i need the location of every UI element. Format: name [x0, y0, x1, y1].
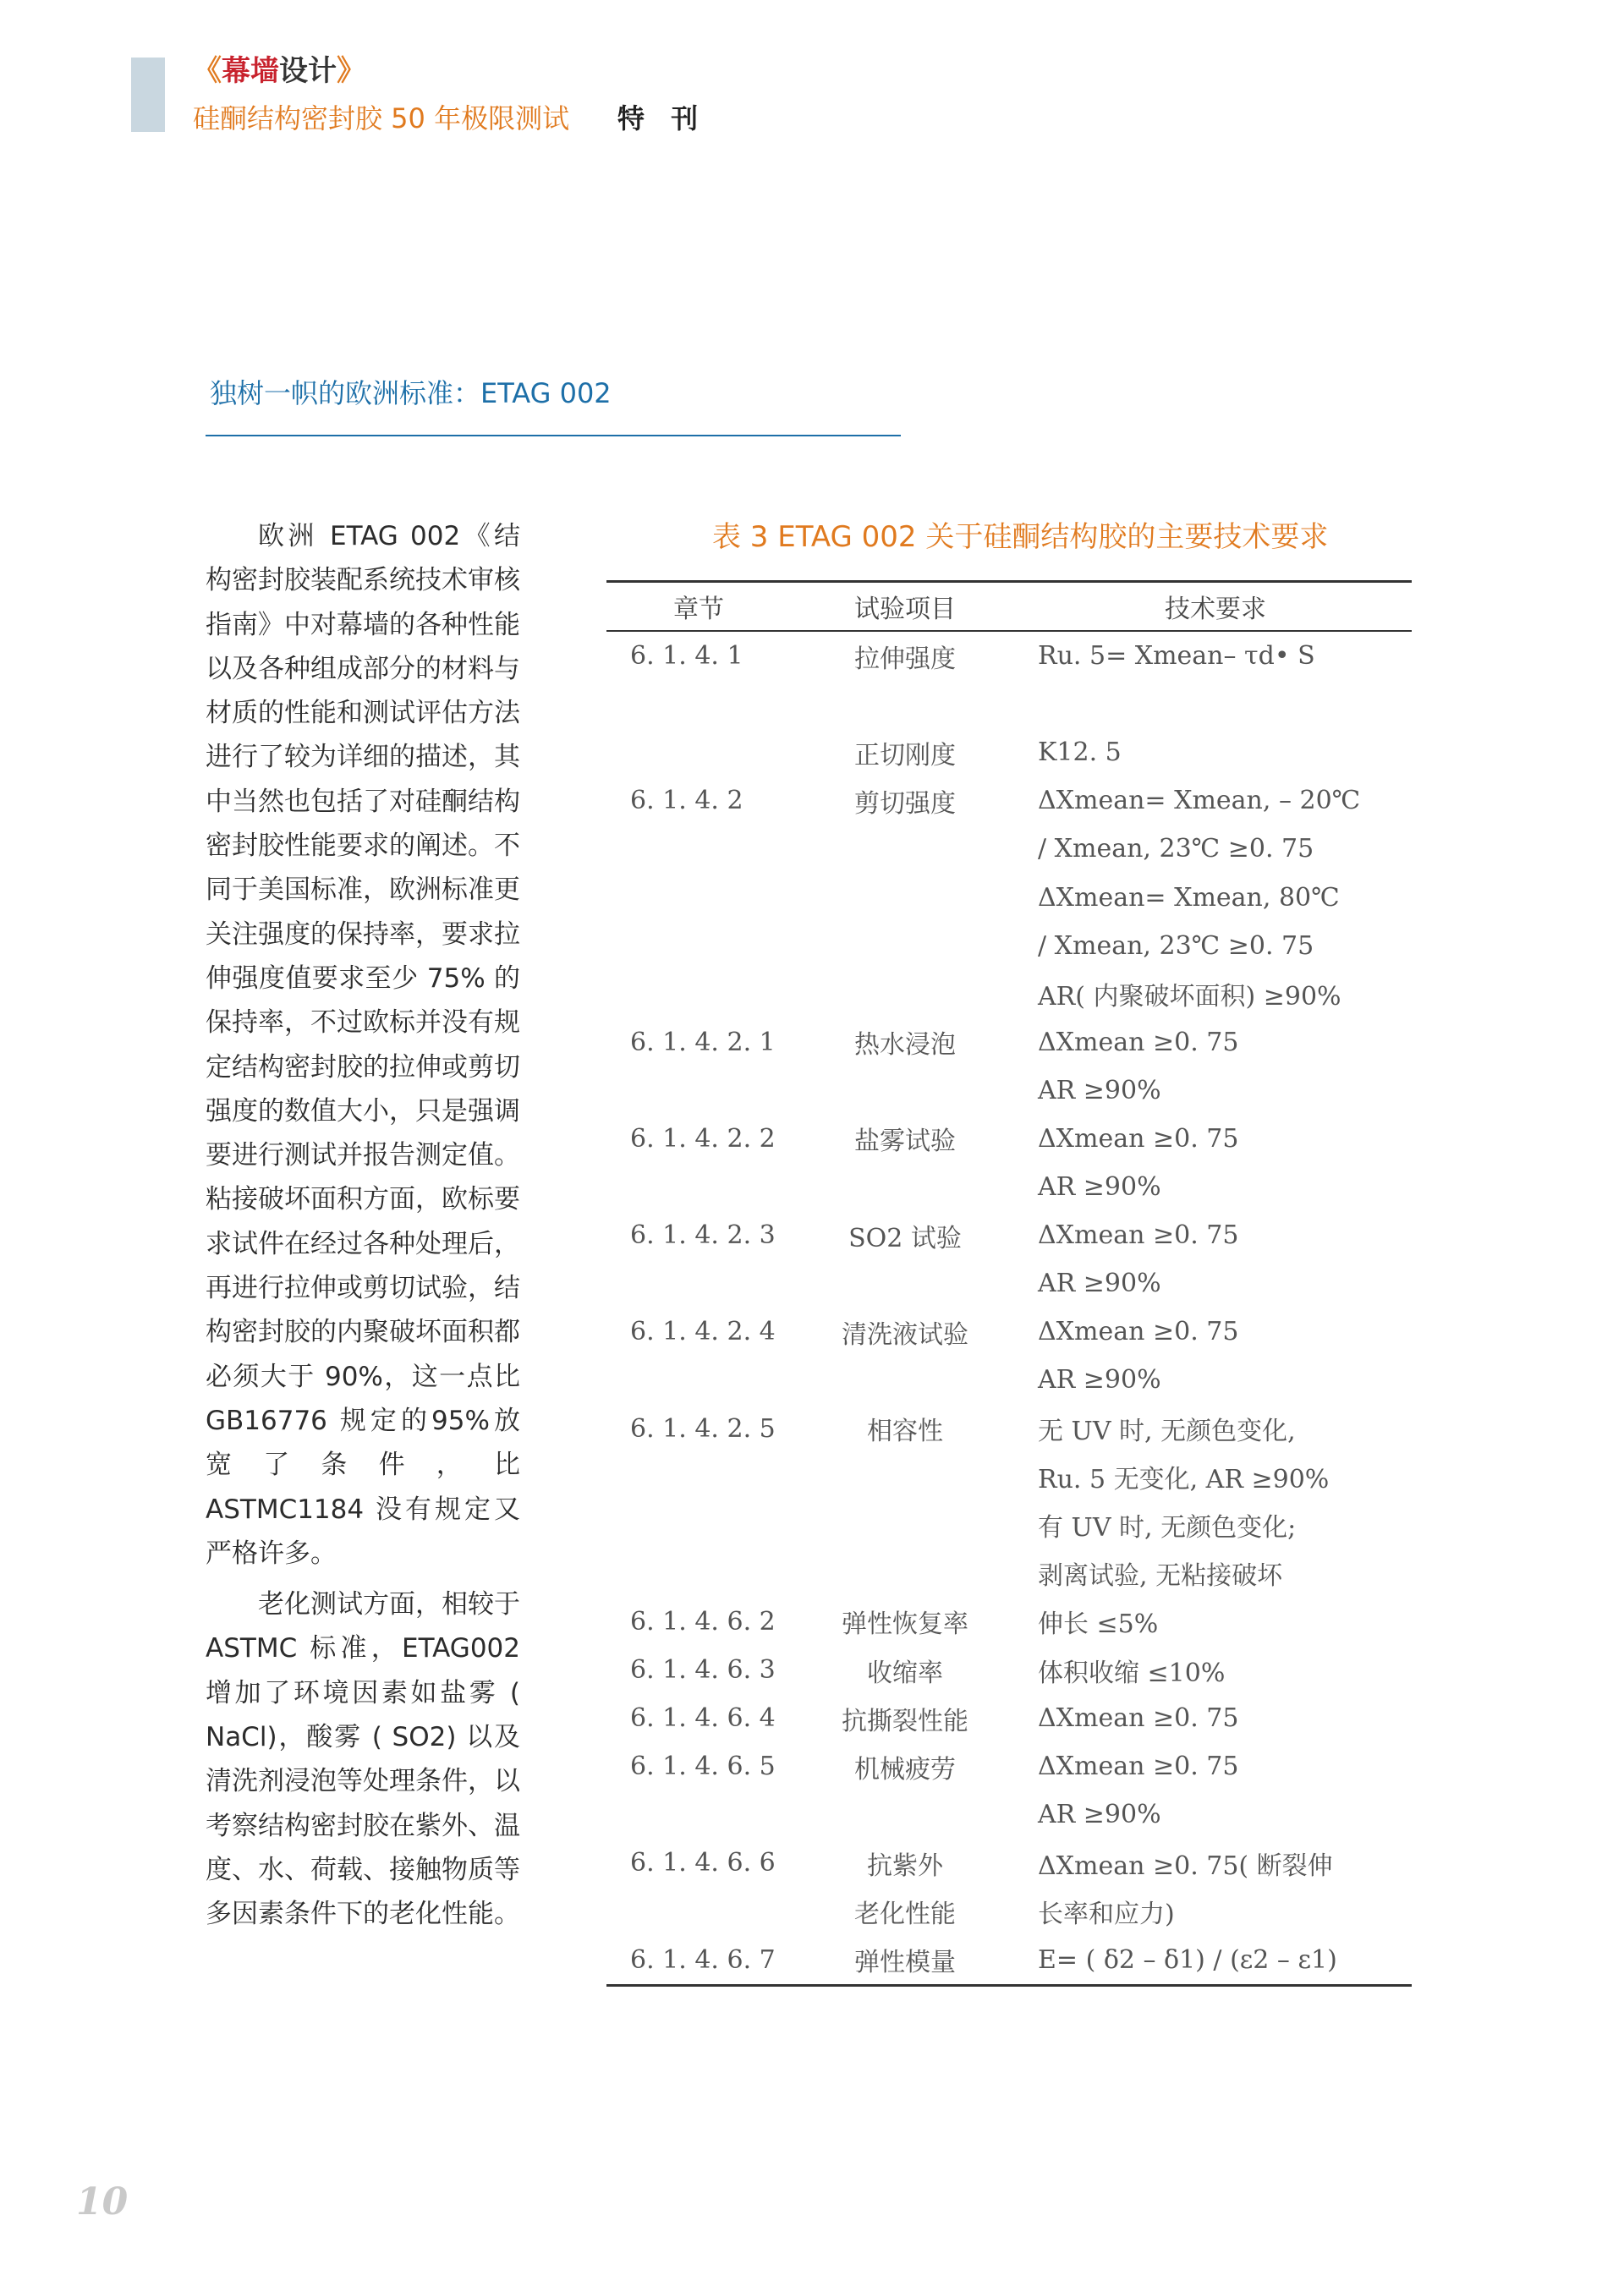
body-paragraph: 欧洲 ETAG 002《结构密封胶装配系统技术审核指南》中对幕墙的各种性能以及各种组成部分的材料与材质的性能和测试评估方法进行了较为详细的描述，其中当然也包括了对硅酮结构密封胶性能要求的阐述。不同于美国标准，欧洲标准更关注强度的保持率，要求拉伸强度值要求至少 75% 的保持率，不过欧标并没有规定结构密封胶的拉伸或剪切强度的数值大小，只是强调要进行测试并报告测定值。粘接破坏面积方面，欧标要求试件在经过各种处理后，再进行拉伸或剪切试验，结构密封胶的内聚破坏面积都必须大于 90%，这一点比 GB16776 规定的95%放宽了条件，比 ASTMC1184 没有规定又严格许多。 [206, 521, 520, 1569]
table-row [606, 1163, 1412, 1211]
requirement-cell: 剥离试验, 无粘接破坏 [1038, 1561, 1283, 1592]
table-row [606, 1259, 1412, 1308]
section-number-cell: 6. 1. 4. 6. 7 [606, 1936, 791, 1986]
requirement-cell: AR ≥90% [1038, 1800, 1161, 1830]
test-item-cell [791, 1453, 1019, 1501]
requirement-cell: ΔXmean= Xmean, 80℃ [1038, 882, 1340, 913]
issue-subtitle: 硅酮结构密封胶 50 年极限测试 [193, 102, 570, 134]
test-item-cell [791, 825, 1019, 873]
section-number-cell: 6. 1. 4. 2. 1 [630, 1027, 776, 1057]
body-text-column [206, 514, 520, 1937]
section-number-cell [606, 680, 791, 728]
section-number-cell [606, 825, 791, 873]
requirement-cell: Ru. 5= Xmean– τd• S [1038, 641, 1315, 672]
table-caption: 表 3 ETAG 002 关于硅酮结构胶的主要技术要求 [712, 520, 1329, 554]
section-number-cell: 6. 1. 4. 2 [630, 786, 743, 816]
table-row [606, 680, 1412, 728]
column-header-section: 章节 [606, 582, 791, 632]
magazine-title [193, 52, 365, 90]
test-item-cell: 机械疲劳 [854, 1754, 956, 1785]
section-number-cell [606, 1163, 791, 1211]
section-number-cell [606, 1549, 791, 1598]
section-number-cell [606, 1790, 791, 1839]
test-item-cell: 拉伸强度 [854, 644, 956, 674]
table-row [606, 1742, 1412, 1790]
test-item-cell [791, 680, 1019, 728]
section-number-cell: 6. 1. 4. 2. 2 [630, 1123, 776, 1154]
requirement-cell: 伸长 ≤5% [1038, 1609, 1159, 1640]
table-body [606, 631, 1412, 1985]
column-header-requirement: 技术要求 [1019, 582, 1412, 632]
magazine-open-quote: 《 [193, 54, 222, 88]
section-divider [206, 435, 901, 436]
requirement-cell: E= ( δ2 – δ1) / (ε2 – ε1) [1019, 1936, 1412, 1986]
table-row [606, 1308, 1412, 1356]
table-row [606, 1598, 1412, 1646]
test-item-cell: 热水浸泡 [854, 1030, 956, 1061]
requirement-cell: ΔXmean ≥0. 75 [1038, 1317, 1239, 1347]
requirement-cell: / Xmean, 23℃ ≥0. 75 [1038, 834, 1314, 864]
requirement-cell: ΔXmean ≥0. 75 [1038, 1220, 1239, 1251]
table-row [606, 1501, 1412, 1549]
section-number-cell [606, 1066, 791, 1115]
section-number-cell [606, 1501, 791, 1549]
table-row [606, 1549, 1412, 1598]
table-row [606, 1839, 1412, 1887]
test-item-cell [791, 1501, 1019, 1549]
test-item-cell: 抗紫外 [867, 1851, 943, 1881]
section-number-cell: 6. 1. 4. 2. 5 [630, 1413, 776, 1444]
body-paragraph: 老化测试方面，相较于 ASTMC 标准，ETAG002 增加了环境因素如盐雾 ( NaCl)，酸雾 ( SO2) 以及清洗剂浸泡等处理条件，以考察结构密封胶在紫外、温度、水、荷载、接触物质等多因素条件下的老化性能。 [206, 1589, 520, 1930]
section-number-cell: 6. 1. 4. 6. 3 [630, 1655, 776, 1686]
test-item-cell [791, 1790, 1019, 1839]
requirement-cell: AR ≥90% [1038, 1075, 1161, 1105]
test-item-cell [791, 1259, 1019, 1308]
test-item-cell: 老化性能 [854, 1899, 956, 1929]
requirement-cell: ΔXmean ≥0. 75 [1038, 1027, 1239, 1057]
test-item-cell: 盐雾试验 [854, 1127, 956, 1157]
section-number-cell [606, 1887, 791, 1935]
test-item-cell [791, 873, 1019, 921]
requirement-cell: AR( 内聚破坏面积) ≥90% [1038, 982, 1341, 1012]
table-row [606, 825, 1412, 873]
test-item-cell: 弹性模量 [791, 1936, 1019, 1986]
test-item-cell [791, 1066, 1019, 1115]
requirement-cell: AR ≥90% [1038, 1172, 1161, 1203]
column-header-test-item: 试验项目 [791, 582, 1019, 632]
requirement-cell: ΔXmean ≥0. 75( 断裂伸 [1038, 1851, 1333, 1881]
table-row [606, 1453, 1412, 1501]
table-row [606, 970, 1412, 1018]
test-item-cell [791, 1356, 1019, 1404]
test-item-cell: 收缩率 [867, 1658, 943, 1688]
section-number-cell: 6. 1. 4. 6. 5 [630, 1752, 776, 1782]
table-row [606, 776, 1412, 825]
requirement-cell: AR ≥90% [1038, 1269, 1161, 1299]
page-number: 10 [76, 2180, 129, 2223]
test-item-cell: 剪切强度 [854, 788, 956, 819]
requirement-cell: ΔXmean= Xmean, – 20℃ [1038, 786, 1361, 816]
section-number-cell [606, 873, 791, 921]
requirements-table [606, 580, 1412, 1987]
table-row [606, 1115, 1412, 1163]
section-number-cell [606, 922, 791, 970]
magazine-name-rest: 设计 [279, 54, 337, 88]
requirement-cell: / Xmean, 23℃ ≥0. 75 [1038, 930, 1314, 961]
section-number-cell: 6. 1. 4. 1 [630, 641, 743, 672]
table-row [606, 1646, 1412, 1694]
test-item-cell: 正切刚度 [854, 740, 956, 770]
table-row [606, 1211, 1412, 1259]
requirement-cell: 无 UV 时, 无颜色变化, [1038, 1417, 1296, 1447]
requirement-cell: 体积收缩 ≤10% [1038, 1658, 1226, 1688]
section-number-cell [606, 728, 791, 776]
requirement-cell: K12. 5 [1038, 737, 1122, 768]
table-row [606, 1356, 1412, 1404]
magazine-close-quote: 》 [337, 54, 365, 88]
requirement-cell: ΔXmean ≥0. 75 [1038, 1123, 1239, 1154]
test-item-cell [791, 970, 1019, 1018]
table-row [606, 1887, 1412, 1935]
table-row [606, 1936, 1412, 1986]
requirement-cell: Ru. 5 无变化, AR ≥90% [1038, 1465, 1330, 1495]
test-item-cell: 抗撕裂性能 [842, 1706, 968, 1736]
test-item-cell [791, 1163, 1019, 1211]
test-item-cell: SO2 试验 [848, 1223, 962, 1253]
requirement-cell: 有 UV 时, 无颜色变化; [1038, 1513, 1297, 1544]
magazine-name-highlight: 幕墙 [222, 54, 279, 88]
section-title: 独树一帜的欧洲标准：ETAG 002 [210, 377, 612, 409]
test-item-cell [791, 922, 1019, 970]
requirement-cell: ΔXmean ≥0. 75 [1038, 1703, 1239, 1734]
table-row [606, 1790, 1412, 1839]
test-item-cell: 弹性恢复率 [842, 1609, 968, 1640]
requirement-cell: AR ≥90% [1038, 1365, 1161, 1395]
special-issue-label: 特 刊 [617, 102, 707, 134]
test-item-cell: 清洗液试验 [842, 1319, 968, 1350]
section-number-cell: 6. 1. 4. 2. 3 [630, 1220, 776, 1251]
table-header-row [606, 582, 1412, 632]
requirement-cell: 长率和应力) [1038, 1899, 1175, 1929]
section-number-cell [606, 1453, 791, 1501]
table-row [606, 728, 1412, 776]
table-row [606, 1066, 1412, 1115]
table-row [606, 922, 1412, 970]
section-number-cell [606, 970, 791, 1018]
section-number-cell: 6. 1. 4. 6. 4 [630, 1703, 776, 1734]
test-item-cell: 相容性 [867, 1417, 943, 1447]
table-row [606, 873, 1412, 921]
requirement-cell [1019, 680, 1412, 728]
section-number-cell: 6. 1. 4. 2. 4 [630, 1317, 776, 1347]
section-number-cell [606, 1356, 791, 1404]
requirement-cell: ΔXmean ≥0. 75 [1038, 1752, 1239, 1782]
table-row [606, 1405, 1412, 1453]
table-row [606, 1694, 1412, 1742]
section-number-cell: 6. 1. 4. 6. 2 [630, 1606, 776, 1637]
section-number-cell [606, 1259, 791, 1308]
table-row [606, 631, 1412, 680]
section-number-cell: 6. 1. 4. 6. 6 [630, 1848, 776, 1878]
header-accent-bar [131, 58, 165, 132]
test-item-cell [791, 1549, 1019, 1598]
table-row [606, 1018, 1412, 1066]
